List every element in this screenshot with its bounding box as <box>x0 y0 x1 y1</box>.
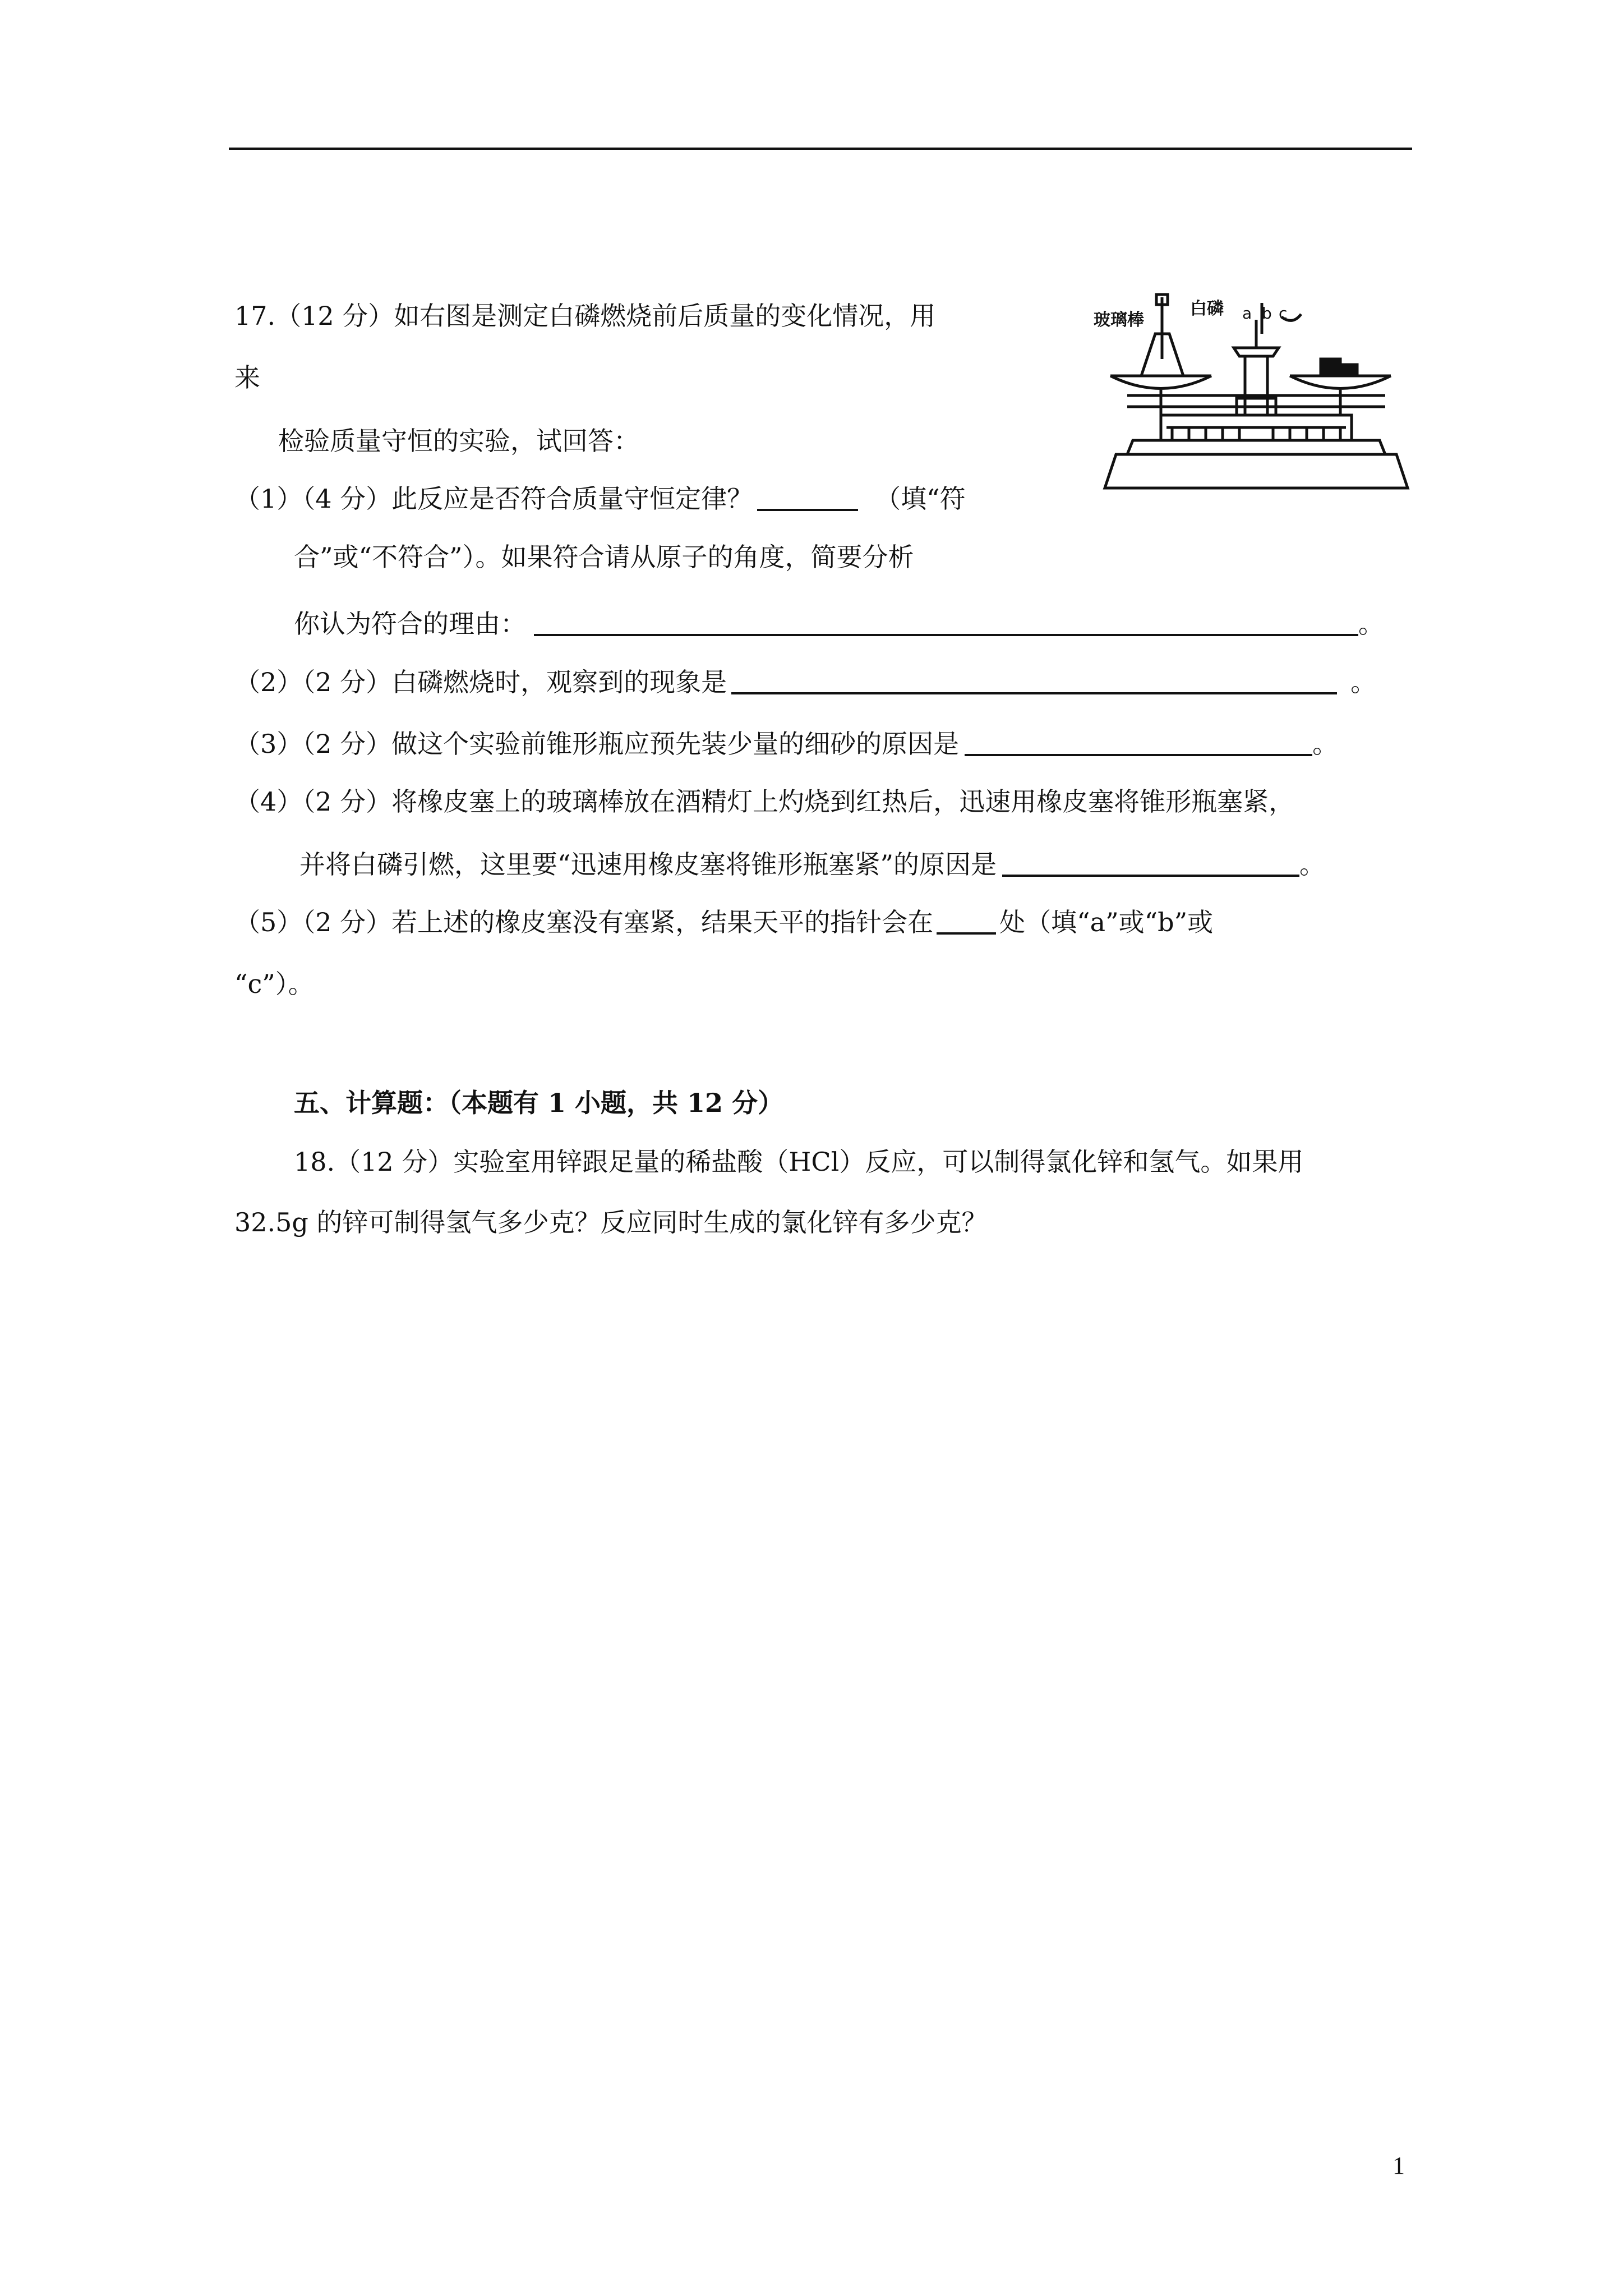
label-b: b <box>1262 304 1272 323</box>
q17-part2-end: 。 <box>1350 667 1377 697</box>
q17-part3 <box>234 724 1338 761</box>
q17-part5-line1 <box>234 902 1213 939</box>
answer-blank-4[interactable] <box>1002 849 1299 877</box>
q18-line2: 32.5g 的锌可制得氢气多少克？反应同时生成的氯化锌有多少克？ <box>234 1207 988 1237</box>
q17-part2-text: （2）（2 分）白磷燃烧时，观察到的现象是 <box>234 667 727 697</box>
q17-part1-reason-label: 你认为符合的理由： <box>294 609 526 639</box>
q17-part1-fill-hint: （填“符 <box>875 484 966 514</box>
answer-blank-3[interactable] <box>965 728 1312 756</box>
q17-part4-line2 <box>299 844 1325 881</box>
label-white-phosphorus: 白磷 <box>1190 299 1224 319</box>
q17-part4-end: 。 <box>1299 849 1326 880</box>
answer-blank-2[interactable] <box>731 666 1337 694</box>
q17-part2 <box>234 662 1376 699</box>
q17-part5-text: （5）（2 分）若上述的橡皮塞没有塞紧，结果天平的指针会在 <box>234 907 934 937</box>
q17-part5-hint: 处（填“a”或“b”或 <box>999 907 1214 937</box>
q17-part1-end: 。 <box>1358 609 1384 639</box>
label-a: a <box>1242 304 1252 323</box>
q17-part1-text: （1）（4 分）此反应是否符合质量守恒定律？ <box>234 484 753 514</box>
q17-part3-end: 。 <box>1312 729 1339 759</box>
section5-heading: 五、计算题：（本题有 1 小题，共 12 分） <box>294 1088 784 1118</box>
page-number: 1 <box>1393 2152 1405 2179</box>
balance-figure <box>1094 280 1419 494</box>
q17-part1-line3 <box>294 604 1384 641</box>
q17-line2: 来 <box>234 362 260 393</box>
q17-part3-text: （3）（2 分）做这个实验前锥形瓶应预先装少量的细砂的原因是 <box>234 729 960 759</box>
label-c: c <box>1279 304 1288 323</box>
q17-part5-line2: “c”）。 <box>234 969 314 999</box>
answer-blank-1a[interactable] <box>757 483 858 511</box>
label-glass-rod: 玻璃棒 <box>1094 310 1144 330</box>
q17-part1-line1 <box>234 478 966 516</box>
q17-part4-line1: （4）（2 分）将橡皮塞上的玻璃棒放在酒精灯上灼烧到红热后，迅速用橡皮塞将锥形瓶塞紧， <box>234 786 1295 817</box>
q17-part1-line2: 合”或“不符合”）。如果符合请从原子的角度，简要分析 <box>294 542 914 572</box>
q18-line1: 18.（12 分）实验室用锌跟足量的稀盐酸（HCl）反应，可以制得氯化锌和氢气。如果用 <box>294 1147 1304 1177</box>
answer-blank-5[interactable] <box>937 907 996 935</box>
q17-line3: 检验质量守恒的实验，试回答： <box>278 426 639 456</box>
header-rule <box>229 148 1412 150</box>
answer-blank-1b[interactable] <box>534 608 1358 636</box>
q17-part4-text: 并将白磷引燃，这里要“迅速用橡皮塞将锥形瓶塞紧”的原因是 <box>299 849 997 880</box>
q17-line1: 17.（12 分）如右图是测定白磷燃烧前后质量的变化情况，用 <box>234 301 936 331</box>
